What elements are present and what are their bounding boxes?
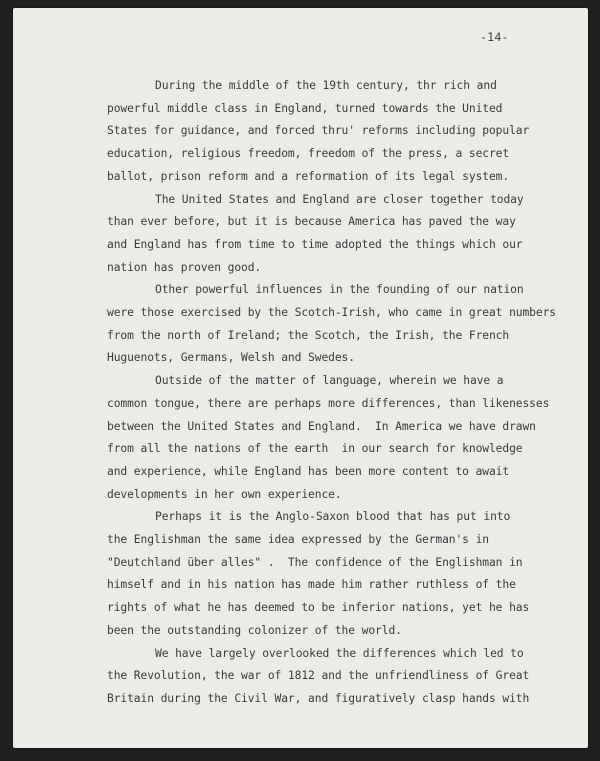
text-line: powerful middle class in England, turned towards the United [107, 101, 503, 115]
paragraph [107, 75, 547, 189]
text-line: "Deutchland über alles" . The confidence of the Englishman in [107, 555, 523, 569]
text-line: Britain during the Civil War, and figuratively clasp hands with [107, 691, 530, 705]
text-line: ballot, prison reform and a reformation of its legal system. [107, 169, 510, 183]
text-line: Perhaps it is the Anglo-Saxon blood that has put into [155, 510, 511, 524]
text-line: The United States and England are closer together today [155, 192, 524, 206]
text-line: education, religious freedom, freedom of the press, a secret [107, 147, 510, 161]
text-line: and England has from time to time adopted the things which our [107, 237, 523, 251]
document-body [107, 75, 556, 711]
text-line: Other powerful influences in the founding of our nation [155, 283, 524, 297]
text-line: During the middle of the 19th century, thr rich and [155, 79, 497, 92]
text-line: developments in her own experience. [107, 487, 342, 501]
page-number: -14- [480, 30, 509, 44]
text-line: States for guidance, and forced thru' reforms including popular [107, 124, 530, 138]
text-line: the Englishman the same idea expressed by the German's in [107, 533, 489, 547]
paragraph [107, 643, 547, 711]
text-line: been the outstanding colonizer of the world. [107, 623, 402, 637]
text-line: and experience, while England has been more content to await [107, 464, 510, 478]
text-line: from the north of Ireland; the Scotch, the Irish, the French [107, 328, 510, 342]
paragraph [107, 189, 547, 280]
text-line: Outside of the matter of language, wherein we have a [155, 374, 504, 388]
text-line: from all the nations of the earth in our search for knowledge [107, 442, 523, 456]
paragraph [107, 279, 556, 370]
text-line: himself and in his nation has made him rather ruthless of the [107, 578, 516, 592]
paragraph [107, 370, 550, 506]
text-line: common tongue, there are perhaps more differences, than likenesses [107, 396, 550, 410]
text-line: We have largely overlooked the differences which led to [155, 646, 524, 660]
text-line: nation has proven good. [107, 260, 262, 274]
text-line: the Revolution, the war of 1812 and the unfriendliness of Great [107, 669, 530, 683]
paragraph [107, 506, 547, 642]
text-line: rights of what he has deemed to be inferior nations, yet he has [107, 601, 530, 615]
text-line: than ever before, but it is because America has paved the way [107, 215, 516, 229]
text-line: were those exercised by the Scotch-Irish, who came in great numbers [107, 306, 556, 320]
text-line: between the United States and England. In America we have drawn [107, 419, 536, 433]
text-line: Huguenots, Germans, Welsh and Swedes. [107, 351, 355, 365]
